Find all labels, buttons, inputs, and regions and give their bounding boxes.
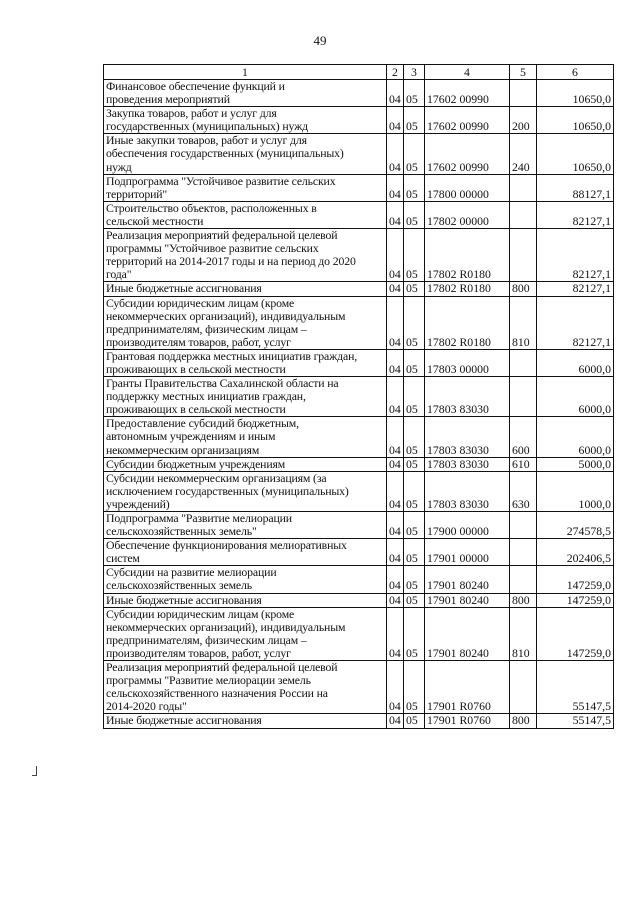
expense-type-code-cell: 800	[510, 282, 537, 296]
description-line: проживающих в сельской местности	[106, 402, 286, 417]
subsection-code-cell: 05	[404, 134, 425, 174]
target-item-code-cell: 17602 00990	[425, 134, 510, 174]
subsection-code-cell: 05	[404, 201, 425, 228]
description-line: Реализация мероприятий федеральной целевой	[106, 228, 338, 243]
target-item-code-cell: 17803 83030	[425, 377, 510, 417]
subsection-code-cell: 05	[404, 457, 425, 471]
expense-type-code-cell	[510, 174, 537, 201]
expense-type-code-cell: 630	[510, 471, 537, 511]
expense-type-code-cell: 810	[510, 607, 537, 660]
section-code-cell: 04	[387, 107, 404, 134]
amount-cell: 82127,1	[537, 282, 614, 296]
amount-cell: 88127,1	[537, 174, 614, 201]
target-item-code-cell: 17802 R0180	[425, 282, 510, 296]
page-number: 49	[313, 33, 327, 48]
description-line: Субсидии некоммерческим организациям (за	[106, 471, 327, 485]
expense-type-code-cell	[510, 539, 537, 566]
section-code-cell: 04	[387, 201, 404, 228]
header-cell-expense-type: 5	[510, 65, 537, 80]
section-code-cell: 04	[387, 282, 404, 296]
description-cell	[104, 661, 387, 714]
expense-type-code-cell	[510, 80, 537, 107]
subsection-code-cell: 05	[404, 229, 425, 282]
amount-cell: 1000,0	[537, 471, 614, 511]
header-cell-section: 2	[387, 65, 404, 80]
description-line: года"	[106, 267, 132, 282]
target-item-code-cell: 17900 00000	[425, 512, 510, 539]
description-cell	[104, 714, 387, 728]
section-code-cell: 04	[387, 512, 404, 539]
description-line: Грантовая поддержка местных инициатив граждан,	[106, 349, 358, 363]
description-line: проживающих в сельской местности	[106, 361, 286, 376]
table-row	[104, 229, 614, 282]
description-line: сельскохозяйственного назначения России на	[106, 686, 328, 701]
section-code-cell: 04	[387, 417, 404, 457]
description-line: сельскохозяйственных земель	[106, 578, 252, 593]
subsection-code-cell: 05	[404, 417, 425, 457]
subsection-code-cell: 05	[404, 593, 425, 607]
section-code-cell: 04	[387, 377, 404, 417]
target-item-code-cell: 17803 00000	[425, 349, 510, 376]
description-line: Субсидии на развитие мелиорации	[106, 565, 277, 580]
description-line: некоммерческим организациям	[106, 442, 260, 457]
description-line: программы "Устойчивое развитие сельских	[106, 241, 319, 256]
target-item-code-cell: 17602 00990	[425, 107, 510, 134]
expense-type-code-cell: 810	[510, 296, 537, 349]
description-line: Иные бюджетные ассигнования	[106, 713, 262, 728]
description-line: Закупка товаров, работ и услуг для	[106, 106, 277, 121]
description-cell	[104, 539, 387, 566]
description-line: сельскохозяйственных земель"	[106, 524, 257, 539]
description-line: производителям товаров, работ, услуг	[106, 334, 291, 349]
section-code-cell: 04	[387, 714, 404, 728]
section-code-cell: 04	[387, 229, 404, 282]
target-item-code-cell: 17901 80240	[425, 607, 510, 660]
expense-type-code-cell	[510, 349, 537, 376]
amount-cell: 5000,0	[537, 457, 614, 471]
description-cell	[104, 107, 387, 134]
description-line: территорий на 2014-2017 годы и на период до 2020	[106, 254, 356, 269]
subsection-code-cell: 05	[404, 714, 425, 728]
amount-cell: 147259,0	[537, 566, 614, 593]
amount-cell: 6000,0	[537, 377, 614, 417]
description-cell	[104, 457, 387, 471]
subsection-code-cell: 05	[404, 174, 425, 201]
description-cell	[104, 417, 387, 457]
expense-type-code-cell	[510, 201, 537, 228]
target-item-code-cell: 17803 83030	[425, 471, 510, 511]
target-item-code-cell: 17802 R0180	[425, 229, 510, 282]
description-cell	[104, 229, 387, 282]
expense-type-code-cell	[510, 566, 537, 593]
section-code-cell: 04	[387, 457, 404, 471]
description-cell	[104, 80, 387, 107]
description-cell	[104, 566, 387, 593]
description-line: Субсидии юридическим лицам (кроме	[106, 296, 295, 310]
table-row	[104, 457, 614, 471]
target-item-code-cell: 17901 80240	[425, 566, 510, 593]
description-line: программы "Развитие мелиорации земель	[106, 673, 311, 688]
table-row	[104, 377, 614, 417]
section-code-cell: 04	[387, 134, 404, 174]
description-line: Строительство объектов, расположенных в	[106, 201, 317, 215]
amount-cell: 147259,0	[537, 593, 614, 607]
target-item-code-cell: 17901 80240	[425, 593, 510, 607]
description-line: Подпрограмма "Устойчивое развитие сельских	[106, 174, 336, 188]
description-line: сельской местности	[106, 213, 204, 228]
budget-table	[103, 64, 614, 729]
target-item-code-cell: 17802 R0180	[425, 296, 510, 349]
target-item-code-cell: 17602 00990	[425, 80, 510, 107]
expense-type-code-cell: 200	[510, 107, 537, 134]
description-line: автономным учреждениям и иным	[106, 429, 276, 444]
description-line: Иные бюджетные ассигнования	[106, 593, 262, 607]
expense-type-code-cell	[510, 377, 537, 417]
section-code-cell: 04	[387, 661, 404, 714]
header-cell-subsection: 3	[404, 65, 425, 80]
header-cell-amount: 6	[537, 65, 614, 80]
amount-cell: 10650,0	[537, 80, 614, 107]
target-item-code-cell: 17800 00000	[425, 174, 510, 201]
table-row	[104, 174, 614, 201]
target-item-code-cell: 17901 R0760	[425, 661, 510, 714]
section-code-cell: 04	[387, 607, 404, 660]
expense-type-code-cell: 240	[510, 134, 537, 174]
description-line: проведения мероприятий	[106, 92, 230, 107]
section-code-cell: 04	[387, 471, 404, 511]
table-header-row	[104, 65, 614, 80]
table-row	[104, 714, 614, 728]
amount-cell: 10650,0	[537, 107, 614, 134]
expense-type-code-cell: 800	[510, 714, 537, 728]
section-code-cell: 04	[387, 593, 404, 607]
description-line: обеспечения государственных (муниципальных)	[106, 146, 344, 161]
description-cell	[104, 471, 387, 511]
description-line: производителям товаров, работ, услуг	[106, 645, 291, 660]
table-row	[104, 80, 614, 107]
amount-cell: 202406,5	[537, 539, 614, 566]
table-row	[104, 661, 614, 714]
expense-type-code-cell	[510, 661, 537, 714]
description-line: государственных (муниципальных) нужд	[106, 119, 308, 134]
subsection-code-cell: 05	[404, 471, 425, 511]
table-row	[104, 417, 614, 457]
description-line: территорий"	[106, 186, 168, 201]
table-row	[104, 539, 614, 566]
description-line: исключением государственных (муниципальных)	[106, 483, 349, 498]
description-cell	[104, 201, 387, 228]
budget-table-body	[104, 65, 614, 729]
subsection-code-cell: 05	[404, 512, 425, 539]
target-item-code-cell: 17901 00000	[425, 539, 510, 566]
description-line: предпринимателям, физическим лицам –	[106, 321, 307, 336]
table-row	[104, 593, 614, 607]
amount-cell: 55147,5	[537, 661, 614, 714]
table-row	[104, 471, 614, 511]
section-code-cell: 04	[387, 174, 404, 201]
table-row	[104, 512, 614, 539]
table-row	[104, 107, 614, 134]
description-line: систем	[106, 551, 140, 566]
description-line: нужд	[106, 159, 132, 174]
amount-cell: 274578,5	[537, 512, 614, 539]
section-code-cell: 04	[387, 566, 404, 593]
target-item-code-cell: 17802 00000	[425, 201, 510, 228]
subsection-code-cell: 05	[404, 349, 425, 376]
description-cell	[104, 607, 387, 660]
description-cell	[104, 377, 387, 417]
description-cell	[104, 512, 387, 539]
amount-cell: 147259,0	[537, 607, 614, 660]
description-cell	[104, 593, 387, 607]
description-line: Реализация мероприятий федеральной целевой	[106, 660, 338, 675]
table-row	[104, 282, 614, 296]
subsection-code-cell: 05	[404, 107, 425, 134]
subsection-code-cell: 05	[404, 661, 425, 714]
subsection-code-cell: 05	[404, 282, 425, 296]
table-row	[104, 349, 614, 376]
description-line: 2014-2020 годы"	[106, 699, 187, 714]
amount-cell: 55147,5	[537, 714, 614, 728]
target-item-code-cell: 17803 83030	[425, 457, 510, 471]
table-row	[104, 607, 614, 660]
description-line: учреждений)	[106, 496, 170, 511]
subsection-code-cell: 05	[404, 377, 425, 417]
amount-cell: 82127,1	[537, 296, 614, 349]
section-code-cell: 04	[387, 349, 404, 376]
amount-cell: 10650,0	[537, 134, 614, 174]
subsection-code-cell: 05	[404, 566, 425, 593]
description-line: Финансовое обеспечение функций и	[106, 79, 285, 93]
table-row	[104, 201, 614, 228]
margin-corner-mark	[32, 766, 37, 776]
description-line: Обеспечение функционирования мелиоративных	[106, 538, 347, 553]
description-line: Предоставление субсидий бюджетным,	[106, 416, 299, 431]
amount-cell: 82127,1	[537, 201, 614, 228]
expense-type-code-cell: 610	[510, 457, 537, 471]
expense-type-code-cell	[510, 512, 537, 539]
description-cell	[104, 174, 387, 201]
description-line: Иные бюджетные ассигнования	[106, 281, 262, 296]
header-cell-target-item: 4	[425, 65, 510, 80]
description-line: некоммерческих организаций), индивидуальным	[106, 619, 346, 634]
expense-type-code-cell: 600	[510, 417, 537, 457]
section-code-cell: 04	[387, 296, 404, 349]
table-row	[104, 566, 614, 593]
subsection-code-cell: 05	[404, 607, 425, 660]
description-cell	[104, 282, 387, 296]
table-row	[104, 296, 614, 349]
target-item-code-cell: 17803 83030	[425, 417, 510, 457]
expense-type-code-cell: 800	[510, 593, 537, 607]
section-code-cell: 04	[387, 539, 404, 566]
header-cell-description: 1	[104, 65, 387, 80]
subsection-code-cell: 05	[404, 296, 425, 349]
amount-cell: 82127,1	[537, 229, 614, 282]
description-line: Гранты Правительства Сахалинской области на	[106, 376, 339, 391]
description-cell	[104, 134, 387, 174]
target-item-code-cell: 17901 R0760	[425, 714, 510, 728]
amount-cell: 6000,0	[537, 417, 614, 457]
table-row	[104, 134, 614, 174]
description-line: Субсидии юридическим лицам (кроме	[106, 607, 295, 621]
description-line: некоммерческих организаций), индивидуальным	[106, 308, 346, 323]
expense-type-code-cell	[510, 229, 537, 282]
description-line: Иные закупки товаров, работ и услуг для	[106, 133, 307, 148]
description-line: поддержку местных инициатив граждан,	[106, 389, 306, 404]
description-line: предпринимателям, физическим лицам –	[106, 632, 307, 647]
description-line: Подпрограмма "Развитие мелиорации	[106, 511, 292, 525]
subsection-code-cell: 05	[404, 539, 425, 566]
description-line: Субсидии бюджетным учреждениям	[106, 457, 286, 471]
description-cell	[104, 349, 387, 376]
section-code-cell: 04	[387, 80, 404, 107]
description-cell	[104, 296, 387, 349]
amount-cell: 6000,0	[537, 349, 614, 376]
subsection-code-cell: 05	[404, 80, 425, 107]
